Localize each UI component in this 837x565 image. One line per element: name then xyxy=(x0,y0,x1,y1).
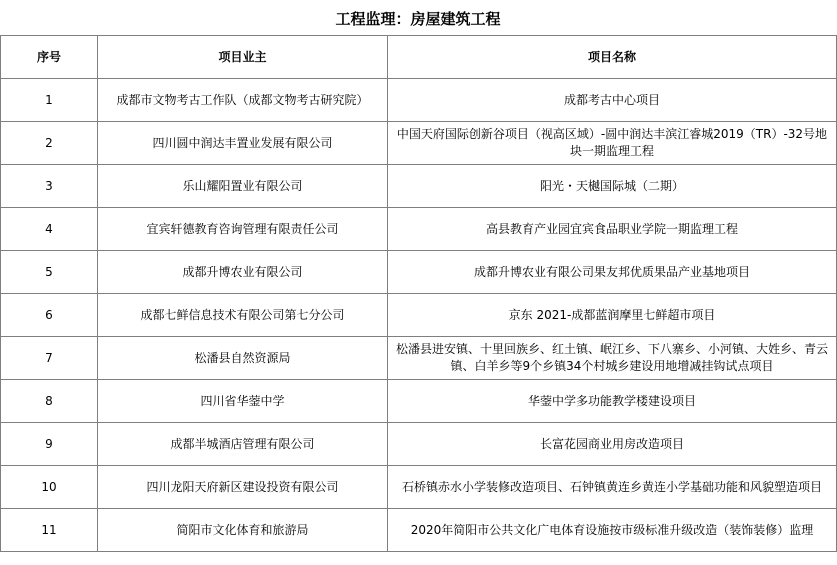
page-title: 工程监理：房屋建筑工程 xyxy=(335,10,501,28)
cell-project: 长富花园商业用房改造项目 xyxy=(388,423,837,466)
table-row xyxy=(1,380,837,423)
cell-project: 石桥镇赤水小学装修改造项目、石钟镇黄连乡黄连小学基础功能和风貌塑造项目 xyxy=(388,466,837,509)
cell-project: 成都考古中心项目 xyxy=(388,79,837,122)
cell-owner: 成都市文物考古工作队（成都文物考古研究院） xyxy=(98,79,388,122)
cell-owner: 成都半城酒店管理有限公司 xyxy=(98,423,388,466)
table-row xyxy=(1,509,837,552)
table-row xyxy=(1,251,837,294)
cell-owner: 简阳市文化体育和旅游局 xyxy=(98,509,388,552)
cell-no: 3 xyxy=(1,165,98,208)
cell-project: 华蓥中学多功能教学楼建设项目 xyxy=(388,380,837,423)
cell-owner: 宜宾轩德教育咨询管理有限责任公司 xyxy=(98,208,388,251)
header-owner: 项目业主 xyxy=(98,36,388,79)
header-project: 项目名称 xyxy=(388,36,837,79)
cell-no: 10 xyxy=(1,466,98,509)
table-row xyxy=(1,337,837,380)
cell-project: 松潘县进安镇、十里回族乡、红土镇、岷江乡、下八寨乡、小河镇、大姓乡、青云镇、白羊乡等9个乡镇34个村城乡建设用地增减挂钩试点项目 xyxy=(388,337,837,380)
table-row xyxy=(1,466,837,509)
cell-project: 成都升博农业有限公司果友邦优质果品产业基地项目 xyxy=(388,251,837,294)
table-header xyxy=(1,36,837,79)
cell-no: 7 xyxy=(1,337,98,380)
cell-no: 5 xyxy=(1,251,98,294)
header-row xyxy=(1,36,837,79)
table-row xyxy=(1,79,837,122)
cell-project: 高县教育产业园宜宾食品职业学院一期监理工程 xyxy=(388,208,837,251)
table-row xyxy=(1,122,837,165)
cell-no: 8 xyxy=(1,380,98,423)
cell-owner: 四川龙阳天府新区建设投资有限公司 xyxy=(98,466,388,509)
cell-owner: 四川省华蓥中学 xyxy=(98,380,388,423)
project-table xyxy=(0,35,837,552)
table-row xyxy=(1,208,837,251)
cell-owner: 成都升博农业有限公司 xyxy=(98,251,388,294)
cell-owner: 四川圆中润达丰置业发展有限公司 xyxy=(98,122,388,165)
cell-no: 9 xyxy=(1,423,98,466)
header-no: 序号 xyxy=(1,36,98,79)
table-row xyxy=(1,423,837,466)
cell-owner: 成都七鲜信息技术有限公司第七分公司 xyxy=(98,294,388,337)
cell-no: 6 xyxy=(1,294,98,337)
cell-no: 2 xyxy=(1,122,98,165)
table-body xyxy=(1,79,837,552)
cell-project: 阳光・天樾国际城（二期） xyxy=(388,165,837,208)
cell-project: 中国天府国际创新谷项目（视高区域）-圆中润达丰滨江睿城2019（TR）-32号地块一期监理工程 xyxy=(388,122,837,165)
cell-owner: 松潘县自然资源局 xyxy=(98,337,388,380)
cell-project: 2020年简阳市公共文化广电体育设施按市级标准升级改造（装饰装修）监理 xyxy=(388,509,837,552)
cell-project: 京东 2021-成都蓝润摩里七鲜超市项目 xyxy=(388,294,837,337)
cell-owner: 乐山耀阳置业有限公司 xyxy=(98,165,388,208)
cell-no: 11 xyxy=(1,509,98,552)
cell-no: 1 xyxy=(1,79,98,122)
table-row xyxy=(1,165,837,208)
table-row xyxy=(1,294,837,337)
cell-no: 4 xyxy=(1,208,98,251)
